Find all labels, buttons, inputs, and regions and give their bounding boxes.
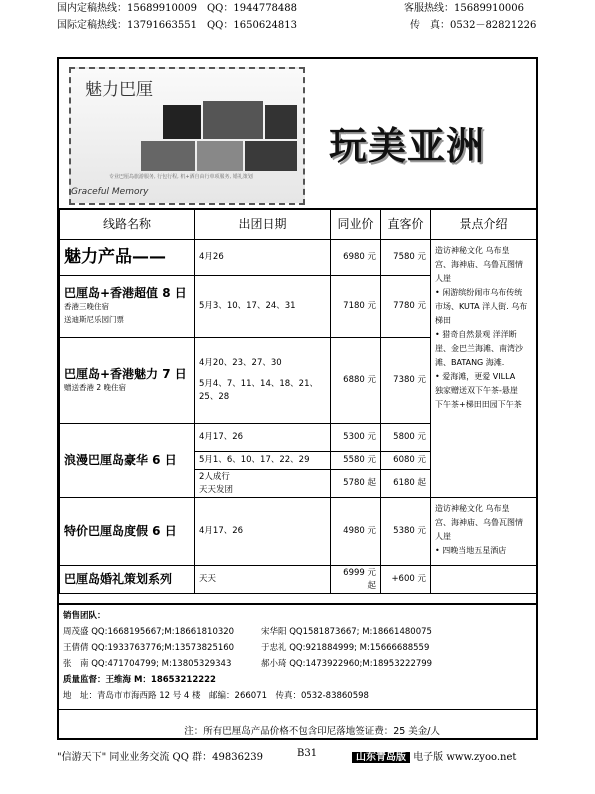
retail-price-cell: 5380 元 [381, 498, 431, 566]
retail-price-cell: +600 元 [381, 566, 431, 594]
route-note: 香港三晚住宿 [64, 302, 109, 311]
staff-contact: 于忠礼 QQ:921884999; M:15666688559 [261, 643, 430, 653]
staff-contact: 郝小琦 QQ:1473922960;M:18953222799 [261, 659, 433, 669]
peer-price-cell: 6999 元起 [331, 566, 381, 594]
date-cell [195, 470, 331, 498]
col-date: 出团日期 [195, 209, 331, 240]
stamp-subtitle: 专业巴厘岛旅游服务, 行包行程, 机+酒自由行单项服务, 婚礼策划 [109, 174, 253, 180]
peer-price-cell: 7180 元 [331, 276, 381, 338]
date-line: 2人成行 [199, 471, 230, 482]
scene-line: • 四晚当地五星酒店 [435, 546, 507, 555]
route-name: 浪漫巴厘岛豪华 6 日 [60, 424, 195, 498]
date-cell: 5月3、10、17、24、31 [195, 276, 331, 338]
visa-note-text: 注：所有巴厘岛产品价格不包含印尼落地签证费：25 美金/人 [184, 726, 440, 737]
service-hotline: 客服热线：15689910006 [404, 3, 524, 14]
scene-line: • 爱海滩，更爱 VILLA [435, 372, 516, 381]
col-scenery: 景点介绍 [431, 209, 537, 240]
domestic-hotline: 国内定稿热线：15689910009 QQ：1944778488 [57, 3, 298, 14]
empty-cell [431, 566, 537, 594]
scene-line: 人崖 [435, 532, 451, 541]
staff-contact: 宋华阳 QQ1581873667; M:18661480075 [261, 627, 432, 637]
retail-price-cell: 6080 元 [381, 452, 431, 470]
route-cell [60, 276, 195, 338]
col-route: 线路名称 [60, 209, 195, 240]
edition-info [352, 748, 516, 763]
date-line: 天天发团 [199, 484, 234, 495]
peer-price-cell: 5780 起 [331, 470, 381, 498]
quality-supervisor: 质量监督：王维海 M：18653212222 [63, 675, 216, 685]
photo-2 [203, 101, 263, 139]
route-note: 送迪斯尼乐园门票 [64, 315, 124, 324]
graceful-logo: Graceful Memory [71, 187, 149, 197]
route-table [59, 208, 537, 594]
press-badge: 山东青岛版 [352, 752, 410, 763]
date-cell: 4月17、26 [195, 498, 331, 566]
scene-line: 下午茶+梯田田园下午茶 [435, 400, 522, 409]
retail-price-cell: 7380 元 [381, 338, 431, 424]
staff-contact: 周茂盛 QQ:1668195667;M:18661810320 [63, 627, 235, 637]
scene-line: 造访神秘文化 乌布皇 [435, 504, 510, 513]
scene-line: 梯田 [435, 316, 451, 325]
date-cell: 5月1、6、10、17、22、29 [195, 452, 331, 470]
retail-price-cell: 6180 起 [381, 470, 431, 498]
intl-hotline: 国际定稿热线：13791663551 QQ：1650624813 [57, 20, 298, 31]
scenery-cell-a [431, 240, 537, 498]
table-row [60, 240, 537, 276]
sales-title: 销售团队： [63, 611, 106, 621]
date-cell: 4月26 [195, 240, 331, 276]
date-cell [195, 338, 331, 424]
scene-line: 宫、海神庙、乌鲁瓦图情 [435, 518, 523, 527]
date-cell: 天天 [195, 566, 331, 594]
scene-line: 滩、BATANG 海滩. [435, 358, 505, 367]
scene-line: • 猎奇自然景观 洋洋断 [435, 330, 517, 339]
page-number: B31 [297, 748, 318, 759]
section-title: 魅力产品—— [60, 240, 195, 276]
col-peer-price: 同业价 [331, 209, 381, 240]
photo-3 [265, 105, 297, 139]
photo-5 [197, 141, 243, 171]
stamp-image [69, 67, 305, 205]
route-name: 巴厘岛+香港魅力 7 日 [64, 366, 187, 381]
photo-1 [163, 105, 201, 139]
scene-line: 崖、金巴兰海滩、南湾沙 [435, 344, 523, 353]
peer-price-cell: 5300 元 [331, 424, 381, 452]
scene-line: • 闲游缤纷闹市乌布传统 [435, 288, 523, 297]
staff-contact: 张 南 QQ:471704799; M:13805329343 [63, 659, 232, 669]
date-line: 5月4、7、11、14、18、21、25、28 [199, 379, 318, 402]
retail-price-cell: 7580 元 [381, 240, 431, 276]
scenery-cell-b [431, 498, 537, 566]
photo-4 [141, 141, 195, 171]
table-row [60, 498, 537, 566]
table-header [60, 209, 537, 240]
peer-price-cell: 4980 元 [331, 498, 381, 566]
date-cell: 4月17、26 [195, 424, 331, 452]
page-frame [57, 57, 538, 740]
table-row [60, 566, 537, 594]
visa-note [59, 707, 536, 737]
route-name: 巴厘岛+香港超值 8 日 [64, 286, 187, 300]
route-name: 特价巴厘岛度假 6 日 [60, 498, 195, 566]
scene-line: 独家赠送双下午茶-悬崖 [435, 386, 518, 395]
scene-line: 人崖 [435, 274, 451, 283]
brand-title: 玩美亚洲 [329, 124, 486, 168]
staff-contact: 王倩倩 QQ:1933763776;M:13573825160 [63, 643, 235, 653]
qq-group: "信游天下" 同业业务交流 QQ 群：49836239 [57, 752, 264, 763]
scene-line: 宫、海神庙、乌鲁瓦图情 [435, 260, 523, 269]
date-line: 4月20、23、27、30 [199, 358, 282, 368]
fax-number: 传 真：0532－82821226 [410, 20, 537, 31]
peer-price-cell: 6980 元 [331, 240, 381, 276]
scene-line: 市场、KUTA 洋人街. 乌布 [435, 302, 528, 311]
route-cell [60, 338, 195, 424]
retail-price-cell: 7780 元 [381, 276, 431, 338]
col-retail-price: 直客价 [381, 209, 431, 240]
route-note: 赠送香港 2 晚住宿 [64, 382, 127, 392]
photo-6 [245, 141, 297, 171]
retail-price-cell: 5800 元 [381, 424, 431, 452]
sales-team [59, 603, 536, 710]
address: 地 址：青岛市市海西路 12 号 4 楼 邮编：266071 传真：0532-83860598 [63, 691, 369, 701]
peer-price-cell: 6880 元 [331, 338, 381, 424]
banner [59, 59, 536, 210]
route-name: 巴厘岛婚礼策划系列 [60, 566, 195, 594]
stamp-title: 魅力巴厘 [85, 80, 153, 100]
edition-link[interactable]: 电子版 www.zyoo.net [413, 752, 517, 763]
scene-line: 造访神秘文化 乌布皇 [435, 246, 510, 255]
peer-price-cell: 5580 元 [331, 452, 381, 470]
